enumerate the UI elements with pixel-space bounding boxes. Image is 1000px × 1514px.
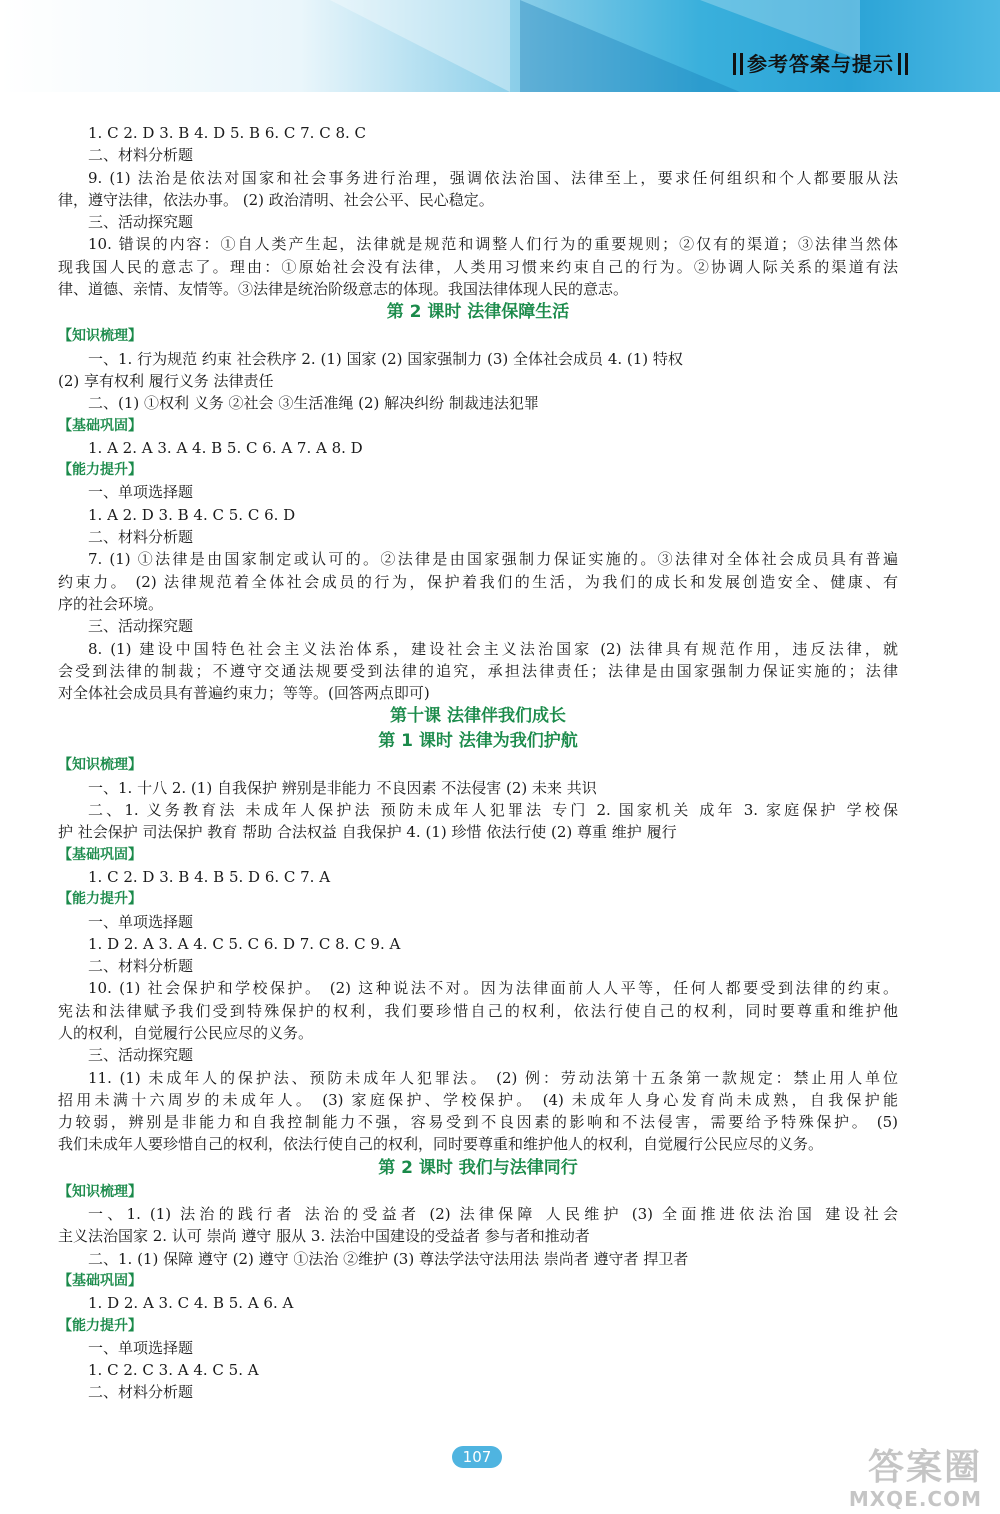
lesson-heading: 第 2 课时 我们与法律同行	[378, 1157, 578, 1178]
text-line: 三、活动探究题	[88, 617, 194, 636]
text-line: 一、单项选择题	[88, 483, 194, 502]
watermark-text-top: 答案圈	[867, 1447, 982, 1488]
text-line: 我们未成年人要珍惜自己的权利，依法行使自己的权利，同时要尊重和维护他人的权利，自觉履行公民应尽的义务。	[58, 1135, 824, 1154]
text-line: 律、道德、亲情、友情等。③法律是统治阶级意志的体现。我国法律体现人民的意志。	[58, 280, 629, 299]
text-line: 人的权利，自觉履行公民应尽的义务。	[58, 1023, 314, 1042]
text-line: 约束力。 (2) 法律规范着全体社会成员的行为，保护着我们的生活，为我们的成长和发展创造安全、健康、有	[58, 572, 898, 591]
section-tag: 【基础巩固】	[58, 1272, 142, 1289]
answer-content	[58, 122, 898, 1404]
text-line: 二、材料分析题	[88, 957, 194, 976]
text-line: 10. (1) 社会保护和学校保护。 (2) 这种说法不对。因为法律面前人人平等，任何人都要受到法律的约束。	[88, 979, 898, 998]
text-line: 二、材料分析题	[88, 146, 194, 165]
text-line: 三、活动探究题	[88, 213, 194, 232]
text-line: 8. (1) 建设中国特色社会主义法治体系，建设社会主义法治国家 (2) 法律具有规范作用，违反法律，就	[88, 639, 898, 658]
text-line: 一、1. 十八 2. (1) 自我保护 辨别是非能力 不良因素 不法侵害 (2) 未来 共识	[88, 778, 597, 797]
text-line: 一、1. (1) 法治的践行者 法治的受益者 (2) 法律保障 人民维护 (3) 全面推进依法治国 建设社会	[88, 1205, 898, 1224]
lesson-heading: 第 1 课时 法律为我们护航	[378, 731, 578, 752]
section-header	[729, 48, 912, 77]
text-line: 1. A 2. D 3. B 4. C 5. C 6. D	[88, 505, 296, 524]
text-line: 会受到法律的制裁；不遵守交通法规要受到法律的追究，承担法律责任；法律是由国家强制力保证实施的；法律	[58, 661, 898, 680]
text-line: 三、活动探究题	[88, 1046, 194, 1065]
text-line: 二、材料分析题	[88, 528, 194, 547]
watermark-logo	[822, 1448, 982, 1510]
text-line: 序的社会环境。	[58, 594, 164, 613]
section-tag: 【知识梳理】	[58, 757, 142, 774]
text-line: 宪法和法律赋予我们受到特殊保护的权利，我们要珍惜自己的权利，依法行使自己的权利，同时要尊重和维护他	[58, 1001, 898, 1020]
section-header-text: 参考答案与提示	[747, 52, 894, 76]
text-line: 一、单项选择题	[88, 1338, 194, 1357]
text-line: 10. 错误的内容：①自人类产生起，法律就是规范和调整人们行为的重要规则；②仅有的渠道；③法律当然体	[88, 235, 898, 254]
section-tag: 【知识梳理】	[58, 328, 142, 345]
header-banner	[0, 0, 1000, 92]
text-line: 二、1. (1) 保障 遵守 (2) 遵守 ①法治 ②维护 (3) 尊法学法守法用法 崇尚者 遵守者 捍卫者	[88, 1249, 689, 1268]
section-tag: 【能力提升】	[58, 891, 142, 908]
text-line: 一、1. 行为规范 约束 社会秩序 2. (1) 国家 (2) 国家强制力 (3) 全体社会成员 4. (1) 特权	[88, 349, 683, 368]
page-number: 107	[452, 1446, 502, 1468]
text-line: 力较弱，辨别是非能力和自我控制能力不强，容易受到不良因素的影响和不法侵害，需要给予特殊保护。 (5)	[58, 1113, 898, 1132]
double-bar-icon	[733, 53, 743, 75]
text-line: 二、1. 义务教育法 未成年人保护法 预防未成年人犯罪法 专门 2. 国家机关 成年 3. 家庭保护 学校保	[88, 801, 898, 820]
text-line: 1. C 2. D 3. B 4. D 5. B 6. C 7. C 8. C	[88, 124, 367, 142]
banner-decoration	[330, 0, 510, 92]
text-line: 1. D 2. A 3. A 4. C 5. C 6. D 7. C 8. C 9. A	[88, 934, 401, 953]
text-line: 1. C 2. D 3. B 4. B 5. D 6. C 7. A	[88, 867, 331, 886]
watermark-text-bottom: MXQE.COM	[848, 1487, 982, 1511]
text-line: 11. (1) 未成年人的保护法、预防未成年人犯罪法。 (2) 例：劳动法第十五条第一款规定：禁止用人单位	[88, 1068, 898, 1087]
text-line: (2) 享有权利 履行义务 法律责任	[58, 371, 274, 390]
lesson-heading: 第 2 课时 法律保障生活	[386, 302, 570, 323]
text-line: 律，遵守法律，依法办事。 (2) 政治清明、社会公平、民心稳定。	[58, 190, 494, 209]
text-line: 护 社会保护 司法保护 教育 帮助 合法权益 自我保护 4. (1) 珍惜 依法行使 (2) 尊重 维护 履行	[58, 823, 677, 842]
text-line: 二、材料分析题	[88, 1383, 194, 1402]
text-line: 对全体社会成员具有普遍约束力；等等。(回答两点即可)	[58, 684, 430, 703]
text-line: 现我国人民的意志了。理由：①原始社会没有法律，人类用习惯来约束自己的行为。②协调人际关系的渠道有法	[58, 257, 898, 276]
double-bar-icon	[898, 53, 908, 75]
section-tag: 【基础巩固】	[58, 846, 142, 863]
text-line: 1. D 2. A 3. C 4. B 5. A 6. A	[88, 1294, 294, 1313]
text-line: 7. (1) ①法律是由国家制定或认可的。②法律是由国家强制力保证实施的。③法律对全体社会成员具有普遍	[88, 550, 898, 569]
text-line: 9. (1) 法治是依法对国家和社会事务进行治理，强调依法治国、法律至上，要求任何组织和个人都要服从法	[88, 168, 898, 187]
section-tag: 【能力提升】	[58, 462, 142, 479]
text-line: 招用未满十六周岁的未成年人。 (3) 家庭保护、学校保护。 (4) 未成年人身心发育尚未成熟，自我保护能	[58, 1090, 898, 1109]
section-tag: 【基础巩固】	[58, 417, 142, 434]
text-line: 一、单项选择题	[88, 912, 194, 931]
section-tag: 【知识梳理】	[58, 1183, 142, 1200]
text-line: 主义法治国家 2. 认可 崇尚 遵守 服从 3. 法治中国建设的受益者 参与者和推动者	[58, 1227, 590, 1246]
text-line: 二、(1) ①权利 义务 ②社会 ③生活准绳 (2) 解决纠纷 制裁违法犯罪	[88, 394, 539, 413]
text-line: 1. A 2. A 3. A 4. B 5. C 6. A 7. A 8. D	[88, 438, 363, 457]
section-tag: 【能力提升】	[58, 1317, 142, 1334]
lesson-heading: 第十课 法律伴我们成长	[390, 706, 566, 727]
text-line: 1. C 2. C 3. A 4. C 5. A	[88, 1361, 259, 1380]
